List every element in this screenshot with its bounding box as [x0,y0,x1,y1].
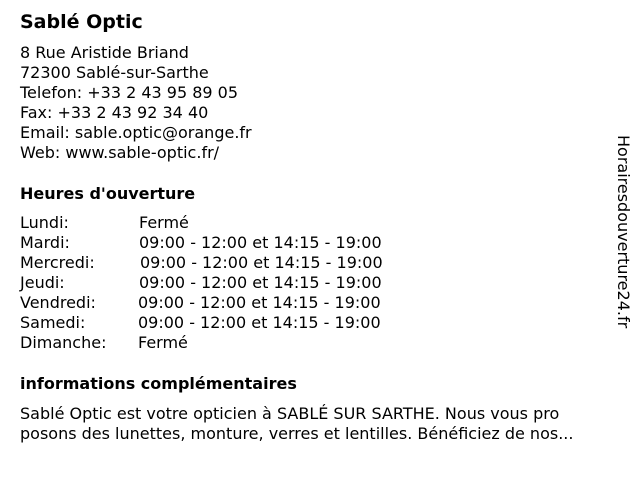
business-name: Sablé Optic [20,11,143,33]
day-hours: 09:00 - 12:00 et 14:15 - 19:00 [140,253,383,272]
hours-row-sunday [20,333,440,353]
day-hours: 09:00 - 12:00 et 14:15 - 19:00 [139,233,382,252]
email-address: Email: sable.optic@orange.fr [20,123,252,142]
phone-number: Telefon: +33 2 43 95 89 05 [20,83,239,102]
day-hours: Fermé [138,333,188,352]
hours-row-thursday [20,273,440,293]
contact-block [20,43,252,163]
day-hours: 09:00 - 12:00 et 14:15 - 19:00 [138,313,381,332]
day-label: Jeudi: [20,273,65,292]
address-street: 8 Rue Aristide Briand [20,43,189,62]
fax-number: Fax: +33 2 43 92 34 40 [20,103,209,122]
hours-row-tuesday [20,233,440,253]
additional-info-heading: informations complémentaires [20,374,297,393]
day-hours: 09:00 - 12:00 et 14:15 - 19:00 [138,293,381,312]
day-label: Mercredi: [20,253,95,272]
day-label: Mardi: [20,233,70,252]
day-label: Dimanche: [20,333,107,352]
address-city: 72300 Sablé-sur-Sarthe [20,63,209,82]
website-address: Web: www.sable-optic.fr/ [20,143,220,162]
hours-row-friday [20,293,440,313]
hours-row-saturday [20,313,440,333]
business-description [20,404,626,444]
day-label: Lundi: [20,213,69,232]
day-label: Samedi: [20,313,86,332]
day-hours: Fermé [139,213,189,232]
description-line: Sablé Optic est votre opticien à SABLÉ SUR SARTHE. Nous vous pro [20,404,560,423]
description-line: posons des lunettes, monture, verres et lentilles. Bénéficiez de nos... [20,424,574,443]
day-hours: 09:00 - 12:00 et 14:15 - 19:00 [139,273,382,292]
opening-hours-heading: Heures d'ouverture [20,184,196,203]
site-watermark: Horairesdouverture24.fr [614,135,633,329]
hours-row-wednesday [20,253,440,273]
day-label: Vendredi: [20,293,96,312]
opening-hours-table [20,213,440,353]
hours-row-monday [20,213,440,233]
